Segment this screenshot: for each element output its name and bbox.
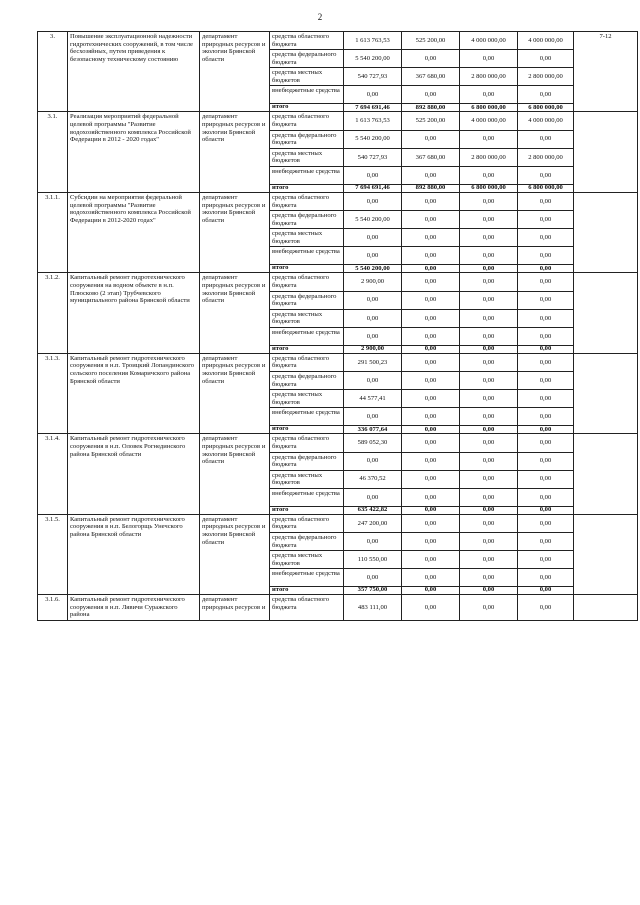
amount-cell: 0,00 [518,353,574,371]
amount-cell: 0,00 [344,291,402,309]
amount-cell: 0,00 [344,229,402,247]
amount-cell: 0,00 [518,514,574,532]
amount-cell: 0,00 [344,532,402,550]
amount-cell: 0,00 [344,86,402,104]
amount-cell: 0,00 [402,327,460,345]
funding-source: внебюджетные средства [270,327,344,345]
table-row [38,514,638,532]
funding-source: средства местных бюджетов [270,390,344,408]
amount-cell: 892 880,00 [402,184,460,192]
amount-cell: 0,00 [402,86,460,104]
amount-cell: 0,00 [402,569,460,587]
executor: департамент природных ресурсов и экологии Брянской области [200,353,270,433]
table-row [38,434,638,452]
funding-source: средства областного бюджета [270,595,344,621]
funding-source: средства федерального бюджета [270,452,344,470]
amount-cell: 589 052,30 [344,434,402,452]
amount-cell: 0,00 [402,345,460,353]
funding-source: средства федерального бюджета [270,50,344,68]
funding-source: итого [270,104,344,112]
amount-cell: 0,00 [402,192,460,210]
amount-cell: 1 613 763,53 [344,32,402,50]
amount-cell: 0,00 [518,130,574,148]
funding-source: средства федерального бюджета [270,372,344,390]
funding-source: средства федерального бюджета [270,211,344,229]
budget-table-body [38,32,638,621]
amount-cell: 1 613 763,53 [344,112,402,130]
amount-cell: 0,00 [460,353,518,371]
activity-name: Капитальный ремонт гидротехнического сооружения в н.п. Лявичи Суражского района [68,595,200,621]
amount-cell: 0,00 [402,247,460,265]
amount-cell: 0,00 [460,434,518,452]
amount-cell: 0,00 [460,372,518,390]
activity-name: Реализация мероприятий федеральной целевой программы "Развитие водохозяйственного комплекса Российской Федерации в 2012 - 2020 годах" [68,112,200,192]
activity-name: Субсидии на мероприятия федеральной целевой программы "Развитие водохозяйственного комплекса Российской Федерации в 2012-2020 годах" [68,192,200,272]
table-row [38,112,638,130]
amount-cell: 0,00 [402,551,460,569]
funding-source: средства областного бюджета [270,353,344,371]
amount-cell: 0,00 [518,229,574,247]
indicator-reference [574,514,638,594]
funding-source: средства федерального бюджета [270,130,344,148]
amount-cell: 0,00 [344,166,402,184]
funding-source: средства областного бюджета [270,192,344,210]
amount-cell: 0,00 [344,327,402,345]
amount-cell: 0,00 [460,86,518,104]
indicator-reference: 7-12 [574,32,638,112]
amount-cell: 0,00 [460,595,518,621]
activity-name: Капитальный ремонт гидротехнического сооружения в н.п. Оловек Рогнединского района Брянской области [68,434,200,514]
amount-cell: 0,00 [344,192,402,210]
amount-cell: 0,00 [518,551,574,569]
executor: департамент природных ресурсов и экологии Брянской области [200,32,270,112]
amount-cell: 0,00 [344,372,402,390]
amount-cell: 0,00 [460,532,518,550]
amount-cell: 0,00 [460,452,518,470]
amount-cell: 892 880,00 [402,104,460,112]
funding-source: внебюджетные средства [270,488,344,506]
amount-cell: 0,00 [518,372,574,390]
amount-cell: 0,00 [460,488,518,506]
amount-cell: 0,00 [460,273,518,291]
amount-cell: 0,00 [402,470,460,488]
amount-cell: 0,00 [518,569,574,587]
amount-cell: 0,00 [402,434,460,452]
amount-cell: 0,00 [460,166,518,184]
amount-cell: 0,00 [460,50,518,68]
amount-cell: 46 370,52 [344,470,402,488]
amount-cell: 2 800 000,00 [460,148,518,166]
amount-cell: 6 800 000,00 [460,184,518,192]
amount-cell: 0,00 [344,488,402,506]
table-row [38,32,638,50]
amount-cell: 5 540 200,00 [344,211,402,229]
executor: департамент природных ресурсов и экологии Брянской области [200,514,270,594]
amount-cell: 0,00 [402,50,460,68]
amount-cell: 0,00 [518,587,574,595]
funding-source: средства местных бюджетов [270,68,344,86]
amount-cell: 0,00 [402,273,460,291]
amount-cell: 0,00 [460,390,518,408]
funding-source: внебюджетные средства [270,166,344,184]
table-row [38,353,638,371]
funding-source: средства областного бюджета [270,32,344,50]
amount-cell: 5 540 200,00 [344,265,402,273]
amount-cell: 0,00 [460,265,518,273]
funding-source: внебюджетные средства [270,569,344,587]
indicator-reference [574,434,638,514]
amount-cell: 0,00 [518,390,574,408]
amount-cell: 2 800 000,00 [518,148,574,166]
amount-cell: 0,00 [402,390,460,408]
executor: департамент природных ресурсов и экологии Брянской области [200,112,270,192]
funding-source: средства местных бюджетов [270,309,344,327]
amount-cell: 0,00 [402,166,460,184]
funding-source: средства областного бюджета [270,273,344,291]
amount-cell: 0,00 [402,426,460,434]
amount-cell: 0,00 [460,426,518,434]
amount-cell: 0,00 [460,130,518,148]
amount-cell: 0,00 [518,211,574,229]
amount-cell: 6 800 000,00 [460,104,518,112]
indicator-reference [574,192,638,272]
indicator-reference [574,112,638,192]
page-number: 2 [317,12,323,22]
amount-cell: 0,00 [460,569,518,587]
amount-cell: 0,00 [460,327,518,345]
amount-cell: 6 800 000,00 [518,184,574,192]
amount-cell: 0,00 [518,345,574,353]
activity-name: Капитальный ремонт гидротехнического сооружения в н.п. Троицкий Лопандинского сельского поселения Комаричского района Брянской области [68,353,200,433]
executor: департамент природных ресурсов и экологии Брянской области [200,192,270,272]
amount-cell: 0,00 [518,50,574,68]
amount-cell: 247 200,00 [344,514,402,532]
amount-cell: 5 540 200,00 [344,130,402,148]
section-index: 3.1.3. [38,353,68,433]
funding-source: итого [270,345,344,353]
section-index: 3.1.5. [38,514,68,594]
amount-cell: 0,00 [460,506,518,514]
activity-name: Капитальный ремонт гидротехнического сооружения в н.п. Белогорщь Унечского района Брянской области [68,514,200,594]
section-index: 3. [38,32,68,112]
amount-cell: 0,00 [402,211,460,229]
amount-cell: 0,00 [402,488,460,506]
amount-cell: 2 800 000,00 [518,68,574,86]
amount-cell: 0,00 [518,86,574,104]
funding-source: средства областного бюджета [270,112,344,130]
amount-cell: 525 200,00 [402,112,460,130]
funding-source: внебюджетные средства [270,247,344,265]
funding-source: внебюджетные средства [270,86,344,104]
amount-cell: 0,00 [460,470,518,488]
amount-cell: 0,00 [402,353,460,371]
activity-name: Повышение эксплуатационной надежности гидротехнических сооружений, в том числе бесхозяйных, путем приведения к безопасному техническому состоянию [68,32,200,112]
funding-source: средства местных бюджетов [270,470,344,488]
amount-cell: 0,00 [518,247,574,265]
amount-cell: 0,00 [402,506,460,514]
amount-cell: 7 694 691,46 [344,104,402,112]
amount-cell: 0,00 [344,247,402,265]
amount-cell: 0,00 [460,192,518,210]
amount-cell: 0,00 [460,514,518,532]
amount-cell: 0,00 [518,470,574,488]
funding-source: средства областного бюджета [270,514,344,532]
funding-source: итого [270,426,344,434]
funding-source: средства местных бюджетов [270,229,344,247]
amount-cell: 0,00 [344,569,402,587]
executor: департамент природных ресурсов и экологии Брянской области [200,434,270,514]
amount-cell: 0,00 [518,506,574,514]
amount-cell: 367 680,00 [402,148,460,166]
amount-cell: 0,00 [518,265,574,273]
section-index: 3.1.4. [38,434,68,514]
section-index: 3.1. [38,112,68,192]
amount-cell: 7 694 691,46 [344,184,402,192]
amount-cell: 0,00 [402,452,460,470]
amount-cell: 336 077,64 [344,426,402,434]
amount-cell: 0,00 [344,309,402,327]
amount-cell: 0,00 [518,309,574,327]
executor: департамент природных ресурсов и [200,595,270,621]
amount-cell: 367 680,00 [402,68,460,86]
amount-cell: 0,00 [518,408,574,426]
amount-cell: 4 000 000,00 [460,112,518,130]
amount-cell: 0,00 [402,532,460,550]
amount-cell: 0,00 [460,408,518,426]
amount-cell: 2 800 000,00 [460,68,518,86]
amount-cell: 0,00 [344,452,402,470]
funding-source: итого [270,506,344,514]
amount-cell: 0,00 [402,229,460,247]
amount-cell: 0,00 [518,327,574,345]
activity-name: Капитальный ремонт гидротехнического сооружения на водном объекте в н.п. Плюсково (2 этап) Трубчевского муниципального района Брянской области [68,273,200,353]
amount-cell: 483 111,00 [344,595,402,621]
amount-cell: 6 800 000,00 [518,104,574,112]
amount-cell: 540 727,93 [344,68,402,86]
amount-cell: 291 500,23 [344,353,402,371]
section-index: 3.1.6. [38,595,68,621]
amount-cell: 2 900,00 [344,345,402,353]
amount-cell: 0,00 [402,587,460,595]
indicator-reference [574,273,638,353]
amount-cell: 540 727,93 [344,148,402,166]
funding-source: итого [270,265,344,273]
amount-cell: 0,00 [518,192,574,210]
amount-cell: 0,00 [518,488,574,506]
amount-cell: 525 200,00 [402,32,460,50]
amount-cell: 4 000 000,00 [518,32,574,50]
amount-cell: 0,00 [518,595,574,621]
amount-cell: 0,00 [344,408,402,426]
budget-table [37,31,638,621]
funding-source: итого [270,184,344,192]
amount-cell: 0,00 [518,434,574,452]
amount-cell: 0,00 [460,551,518,569]
amount-cell: 0,00 [518,426,574,434]
indicator-reference [574,595,638,621]
amount-cell: 0,00 [402,130,460,148]
table-row [38,192,638,210]
amount-cell: 0,00 [402,265,460,273]
amount-cell: 0,00 [402,408,460,426]
funding-source: итого [270,587,344,595]
amount-cell: 0,00 [402,372,460,390]
amount-cell: 2 900,00 [344,273,402,291]
amount-cell: 5 540 200,00 [344,50,402,68]
amount-cell: 4 000 000,00 [518,112,574,130]
section-index: 3.1.2. [38,273,68,353]
amount-cell: 0,00 [518,532,574,550]
amount-cell: 0,00 [460,229,518,247]
amount-cell: 0,00 [402,514,460,532]
amount-cell: 0,00 [518,273,574,291]
amount-cell: 0,00 [460,247,518,265]
indicator-reference [574,353,638,433]
amount-cell: 0,00 [460,211,518,229]
amount-cell: 0,00 [518,452,574,470]
funding-source: средства местных бюджетов [270,551,344,569]
funding-source: средства местных бюджетов [270,148,344,166]
funding-source: внебюджетные средства [270,408,344,426]
amount-cell: 0,00 [402,291,460,309]
amount-cell: 44 577,41 [344,390,402,408]
table-row [38,273,638,291]
amount-cell: 0,00 [460,309,518,327]
amount-cell: 357 750,00 [344,587,402,595]
amount-cell: 0,00 [402,595,460,621]
amount-cell: 0,00 [518,291,574,309]
executor: департамент природных ресурсов и экологии Брянской области [200,273,270,353]
funding-source: средства областного бюджета [270,434,344,452]
funding-source: средства федерального бюджета [270,532,344,550]
funding-source: средства федерального бюджета [270,291,344,309]
amount-cell: 0,00 [460,345,518,353]
amount-cell: 0,00 [518,166,574,184]
amount-cell: 635 422,82 [344,506,402,514]
amount-cell: 0,00 [460,587,518,595]
amount-cell: 110 550,00 [344,551,402,569]
table-row [38,595,638,621]
section-index: 3.1.1. [38,192,68,272]
amount-cell: 0,00 [460,291,518,309]
amount-cell: 4 000 000,00 [460,32,518,50]
amount-cell: 0,00 [402,309,460,327]
